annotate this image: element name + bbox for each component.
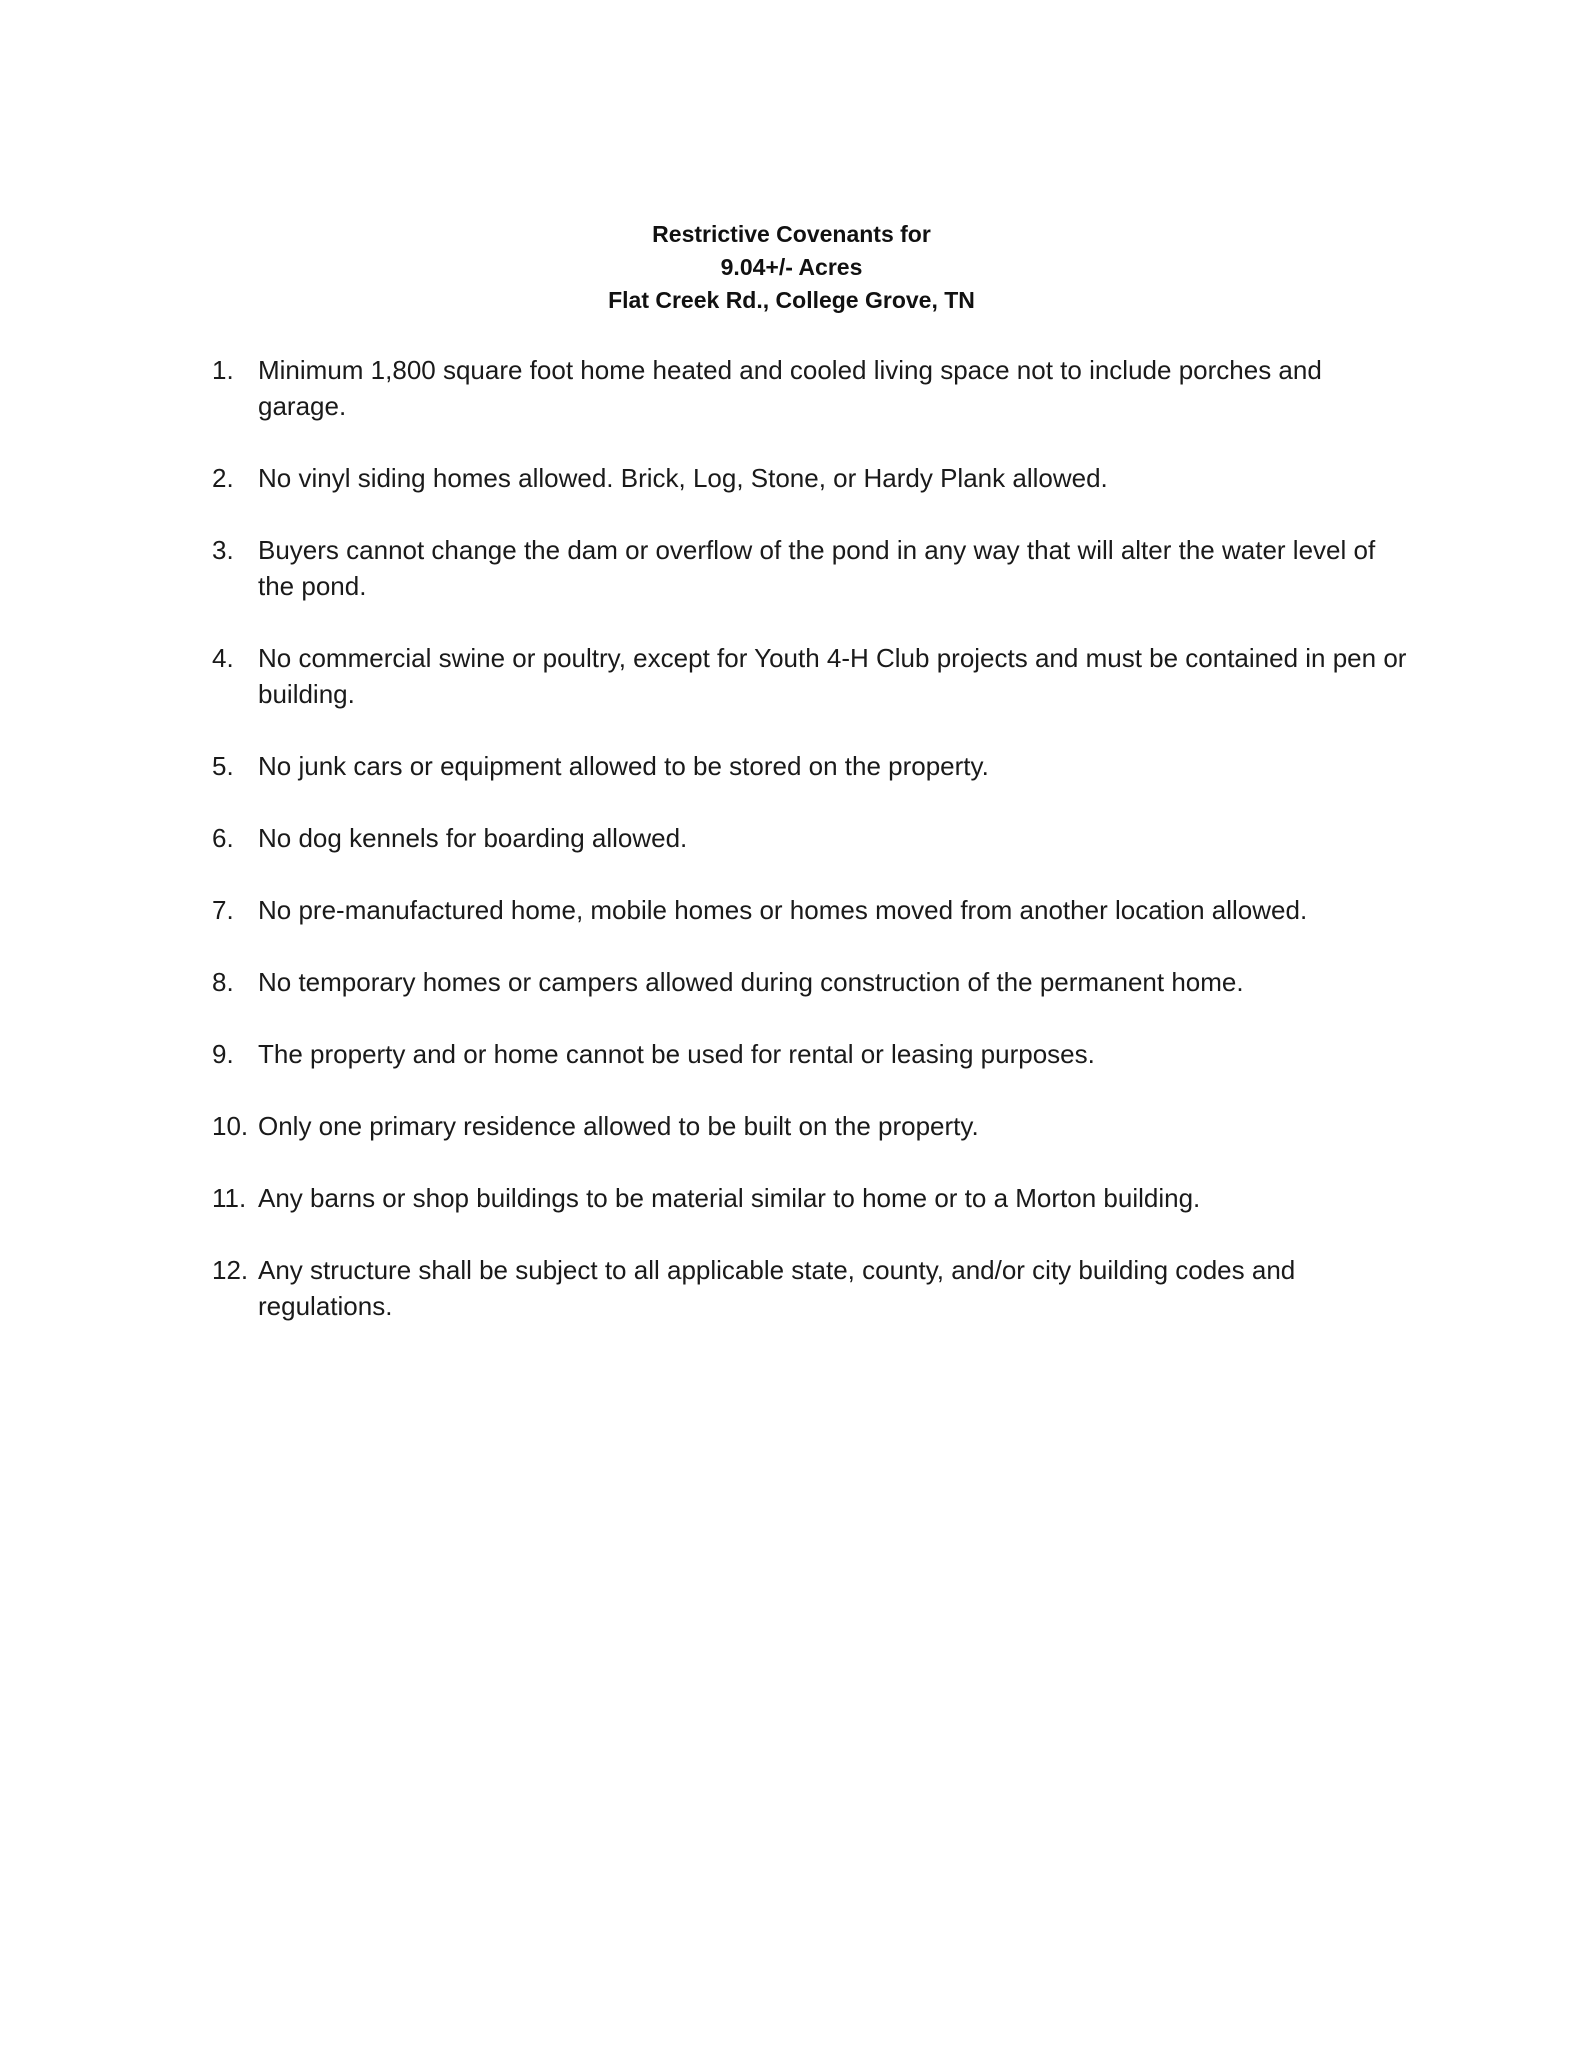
item-number: 6. [212, 823, 234, 853]
document-title [0, 218, 1583, 317]
item-text: Any structure shall be subject to all applicable state, county, and/or city building codes and regulations. [258, 1255, 1296, 1321]
item-number: 9. [212, 1039, 234, 1069]
list-item [212, 1108, 1412, 1144]
item-text: Minimum 1,800 square foot home heated and cooled living space not to include porches and garage. [258, 355, 1322, 421]
item-text: No temporary homes or campers allowed during construction of the permanent home. [258, 967, 1244, 997]
title-line-2: 9.04+/- Acres [720, 254, 863, 280]
list-item [212, 640, 1412, 712]
list-item [212, 964, 1412, 1000]
item-number: 5. [212, 751, 234, 781]
list-item [212, 1036, 1412, 1072]
list-item [212, 1180, 1412, 1216]
title-line-3: Flat Creek Rd., College Grove, TN [608, 287, 975, 313]
item-text: Buyers cannot change the dam or overflow of the pond in any way that will alter the water level of the pond. [258, 535, 1376, 601]
item-number: 11. [212, 1183, 247, 1213]
item-text: No vinyl siding homes allowed. Brick, Log, Stone, or Hardy Plank allowed. [258, 463, 1108, 493]
item-text: No commercial swine or poultry, except for Youth 4-H Club projects and must be contained in pen or building. [258, 643, 1407, 709]
item-text: No dog kennels for boarding allowed. [258, 823, 688, 853]
item-number: 8. [212, 967, 234, 997]
item-text: No pre-manufactured home, mobile homes or homes moved from another location allowed. [258, 895, 1308, 925]
covenant-list [212, 352, 1412, 1360]
title-line-1: Restrictive Covenants for [652, 221, 931, 247]
item-number: 7. [212, 895, 234, 925]
item-text: Only one primary residence allowed to be built on the property. [258, 1111, 979, 1141]
item-number: 10. [212, 1111, 249, 1141]
list-item [212, 892, 1412, 928]
item-number: 1. [212, 355, 234, 385]
item-number: 2. [212, 463, 234, 493]
list-item [212, 820, 1412, 856]
item-number: 12. [212, 1255, 249, 1285]
item-text: Any barns or shop buildings to be material similar to home or to a Morton building. [258, 1183, 1201, 1213]
list-item [212, 532, 1412, 604]
list-item [212, 1252, 1412, 1324]
item-text: The property and or home cannot be used for rental or leasing purposes. [258, 1039, 1095, 1069]
item-number: 3. [212, 535, 234, 565]
item-text: No junk cars or equipment allowed to be stored on the property. [258, 751, 989, 781]
item-number: 4. [212, 643, 234, 673]
list-item [212, 460, 1412, 496]
list-item [212, 352, 1412, 424]
list-item [212, 748, 1412, 784]
